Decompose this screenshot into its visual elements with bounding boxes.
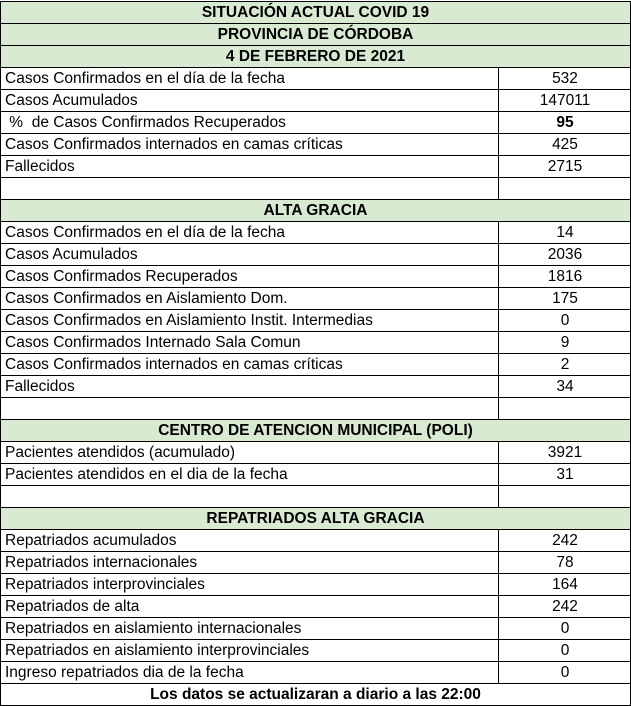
table-row bbox=[0, 529, 631, 551]
table-row bbox=[0, 221, 631, 243]
row-value-empty bbox=[500, 486, 630, 507]
table-row bbox=[0, 551, 631, 573]
table-row bbox=[0, 331, 631, 353]
row-value: 95 bbox=[556, 114, 574, 131]
row-value-empty bbox=[500, 398, 630, 419]
row-label-empty bbox=[1, 398, 499, 419]
table-row bbox=[0, 67, 631, 89]
province-title bbox=[0, 23, 631, 45]
row-value: 425 bbox=[552, 136, 578, 153]
row-label: Casos Acumulados bbox=[1, 244, 499, 265]
table-row bbox=[0, 661, 631, 683]
row-value: 78 bbox=[556, 554, 574, 571]
row-value: 0 bbox=[560, 642, 570, 659]
table-row bbox=[0, 133, 631, 155]
row-value: 532 bbox=[552, 70, 578, 87]
row-value: 242 bbox=[552, 598, 578, 615]
table-row bbox=[0, 155, 631, 177]
row-label: Repatriados en aislamiento internacionales bbox=[1, 618, 499, 639]
report-date bbox=[0, 45, 631, 67]
row-label: Casos Confirmados en Aislamiento Dom. bbox=[1, 288, 499, 309]
row-label: Casos Confirmados en el día de la fecha bbox=[1, 222, 499, 243]
table-row bbox=[0, 287, 631, 309]
row-label: Repatriados internacionales bbox=[1, 552, 499, 573]
row-label-empty bbox=[1, 486, 499, 507]
table-row bbox=[0, 353, 631, 375]
row-label: Casos Confirmados internados en camas críticas bbox=[1, 134, 499, 155]
section-title-repatriados bbox=[0, 507, 631, 529]
row-value: 2715 bbox=[547, 158, 583, 175]
table-row bbox=[0, 639, 631, 661]
footer-note bbox=[0, 683, 631, 706]
row-value: 14 bbox=[556, 224, 574, 241]
table-row bbox=[0, 89, 631, 111]
row-label: Repatriados interprovinciales bbox=[1, 574, 499, 595]
table-row bbox=[0, 573, 631, 595]
section-title-alta-gracia bbox=[0, 199, 631, 221]
table-row bbox=[0, 243, 631, 265]
row-value: 31 bbox=[556, 466, 574, 483]
empty-row bbox=[0, 177, 631, 199]
row-label: Casos Confirmados Internado Sala Comun bbox=[1, 332, 499, 353]
section-title-poli bbox=[0, 419, 631, 441]
row-label: Fallecidos bbox=[1, 156, 499, 177]
row-value: 3921 bbox=[547, 444, 583, 461]
row-value: 0 bbox=[560, 620, 570, 637]
row-value-empty bbox=[500, 178, 630, 199]
table-row bbox=[0, 463, 631, 485]
row-label: Casos Confirmados en Aislamiento Instit. Intermedias bbox=[1, 310, 499, 331]
row-label: Casos Acumulados bbox=[1, 90, 499, 111]
row-label: Pacientes atendidos (acumulado) bbox=[1, 442, 499, 463]
row-value: 0 bbox=[560, 664, 570, 681]
table-row bbox=[0, 111, 631, 133]
row-label: Fallecidos bbox=[1, 376, 499, 397]
row-value: 34 bbox=[556, 378, 574, 395]
table-row bbox=[0, 595, 631, 617]
row-label: Casos Confirmados en el día de la fecha bbox=[1, 68, 499, 89]
row-label: Repatriados de alta bbox=[1, 596, 499, 617]
row-value: 164 bbox=[552, 576, 578, 593]
row-value: 9 bbox=[560, 334, 570, 351]
province-title-text: PROVINCIA DE CÓRDOBA bbox=[217, 26, 414, 43]
row-label: Casos Confirmados Recuperados bbox=[1, 266, 499, 287]
report-date-text: 4 DE FEBRERO DE 2021 bbox=[225, 48, 406, 65]
empty-row bbox=[0, 485, 631, 507]
row-label-empty bbox=[1, 178, 499, 199]
row-label: Pacientes atendidos en el dia de la fecha bbox=[1, 464, 499, 485]
section-title-text: REPATRIADOS ALTA GRACIA bbox=[206, 510, 425, 527]
section-title-text: ALTA GRACIA bbox=[263, 202, 368, 219]
table-row bbox=[0, 617, 631, 639]
row-value: 2 bbox=[560, 356, 570, 373]
row-value: 0 bbox=[560, 312, 570, 329]
row-value: 1816 bbox=[547, 268, 583, 285]
empty-row bbox=[0, 397, 631, 419]
table-row bbox=[0, 265, 631, 287]
sheet-title-text: SITUACIÓN ACTUAL COVID 19 bbox=[201, 4, 430, 21]
row-label: Repatriados en aislamiento interprovinciales bbox=[1, 640, 499, 661]
row-label: Repatriados acumulados bbox=[1, 530, 499, 551]
row-label: Ingreso repatriados dia de la fecha bbox=[1, 662, 499, 683]
row-value: 242 bbox=[552, 532, 578, 549]
section-title-text: CENTRO DE ATENCION MUNICIPAL (POLI) bbox=[158, 422, 473, 439]
footer-note-text: Los datos se actualizaran a diario a las 22:00 bbox=[150, 686, 481, 703]
row-value: 147011 bbox=[539, 92, 591, 109]
row-label: Casos Confirmados internados en camas críticas bbox=[1, 354, 499, 375]
table-row bbox=[0, 309, 631, 331]
row-value: 175 bbox=[552, 290, 578, 307]
table-row bbox=[0, 441, 631, 463]
row-label: % de Casos Confirmados Recuperados bbox=[1, 112, 499, 133]
row-value: 2036 bbox=[547, 246, 583, 263]
sheet-title bbox=[0, 1, 631, 23]
table-row bbox=[0, 375, 631, 397]
